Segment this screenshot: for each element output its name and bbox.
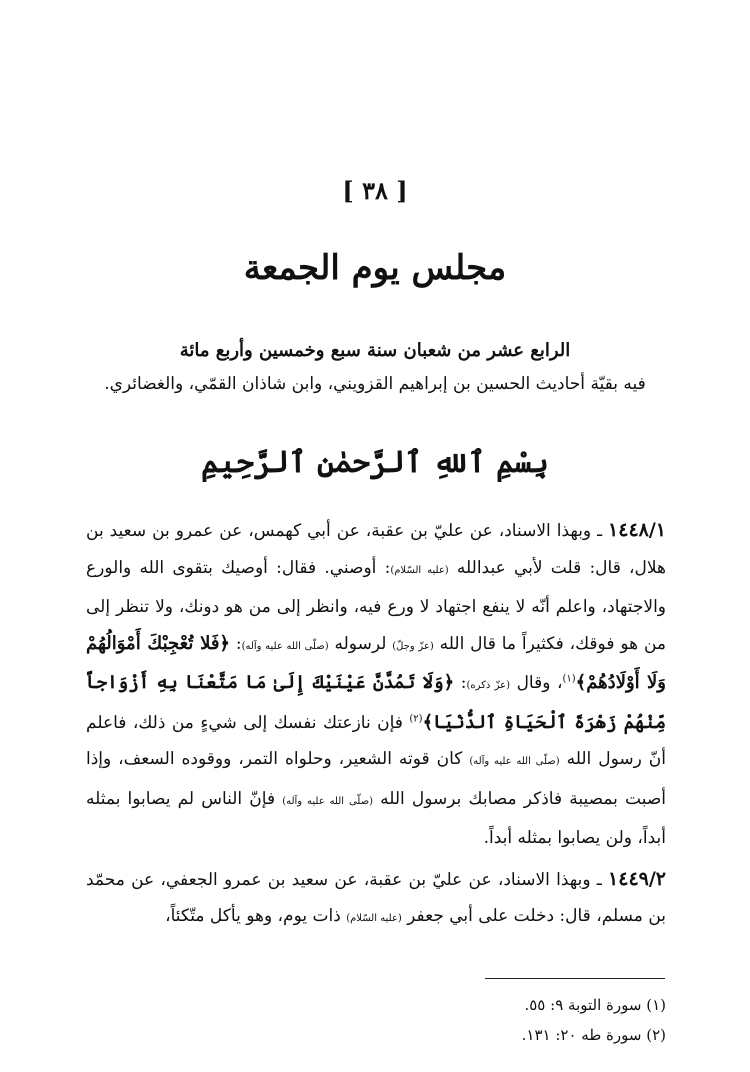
honorific: (صلّى الله عليه وآله): [241, 640, 329, 652]
honorific: (صلّى الله عليه وآله): [469, 756, 560, 767]
hadith-text: :: [229, 633, 242, 654]
quran-verse: ﴿فَلا تُعْجِبْكَ أَمْوَالُهُمْ وَلَا أَوْلَادُهُمْ﴾: [86, 632, 667, 693]
hadith-text: ـ وبهذا الاسناد، عن عليّ بن عقبة، عن سعيد بن عمرو الجعفي، عن محمّد بن مسلم، قال: دخلت على أبي جعفر: [86, 869, 666, 926]
footnote-divider: [485, 978, 665, 979]
footnotes: [86, 990, 666, 1050]
honorific: (عزّ وجلّ): [392, 640, 434, 652]
hadith-paragraph: [86, 861, 666, 938]
basmala: بِسْمِ ٱللهِ ٱلرَّحمٰنِ ٱلرَّحِيمِ: [201, 445, 549, 480]
hadith-text: ـ وبهذا الاسناد، عن عليّ بن عقبة، عن أبي كهمس، عن عمرو بن سعيد بن هلال، قال: قلت لأبي عبدالله: [86, 521, 666, 578]
honorific: (عزّ ذكره): [466, 680, 511, 691]
honorific: (عليه السّلام): [346, 913, 402, 924]
session-contents: فيه بقيّة أحاديث الحسين بن إبراهيم القزويني، وابن شاذان القمّي، والغضائري.: [104, 374, 646, 394]
chapter-title: مجلس يوم الجمعة: [243, 248, 507, 288]
footnote: (٢) سورة طه ٢٠: ١٣١.: [521, 1026, 666, 1044]
session-date: الرابع عشر من شعبان سنة سبع وخمسين وأربع مائة: [179, 340, 571, 361]
hadith-text: كان قوته الشعير، وحلواه التمر، ووقوده السعف، وإذا أصبت بمصيبة فاذكر مصابك برسول الله: [86, 749, 666, 809]
hadith-number: ١٤٤٩/٢: [608, 867, 666, 890]
honorific: (عليه السّلام): [390, 564, 449, 576]
quran-verse: ﴿وَلَا تَمُدَّنَّ عَيْنَيْكَ إِلَىٰ مَا مَتَّعْنَا بِهِ أَزْوَاجاً مِّنْهُمْ زَهْرَةَ ٱلْحَيَاةِ ٱلدُّنْيَا﴾: [86, 672, 666, 733]
chapter-number: [ ٣٨ ]: [342, 176, 408, 205]
hadith-text: ، وقال: [510, 673, 563, 693]
hadith-text: فإن نازعتك نفسك إلى شيءٍ من ذلك، فاعلم أنّ رسول الله: [86, 712, 666, 769]
hadith-number: ١٤٤٨/١: [608, 519, 666, 541]
hadith-text: ذات يوم، وهو يأكل متّكئاً،: [165, 906, 347, 926]
hadith-paragraph: [86, 512, 666, 857]
body-text: [86, 512, 666, 938]
footnote-ref: (١): [562, 673, 576, 685]
footnote: (١) سورة التوبة ٩: ٥٥.: [524, 996, 666, 1014]
footnote-ref: (٢): [409, 712, 423, 724]
hadith-text: فإنّ الناس لم يصابوا بمثله أبداً، ولن يصابوا بمثله أبداً.: [86, 788, 666, 848]
hadith-text: :: [454, 673, 467, 693]
hadith-text: لرسوله: [328, 633, 393, 654]
honorific: (صلّى الله عليه وآله): [282, 795, 374, 807]
hadith-text: : أوصني. فقال: أوصيك بتقوى الله والورع والاجتهاد، واعلم أنّه لا ينفع اجتهاد لا ورع فيه، وانظر إلى من هو دونك، ولا تنظر إلى من هو فوقك، فكثيراً ما قال الله: [86, 557, 666, 654]
